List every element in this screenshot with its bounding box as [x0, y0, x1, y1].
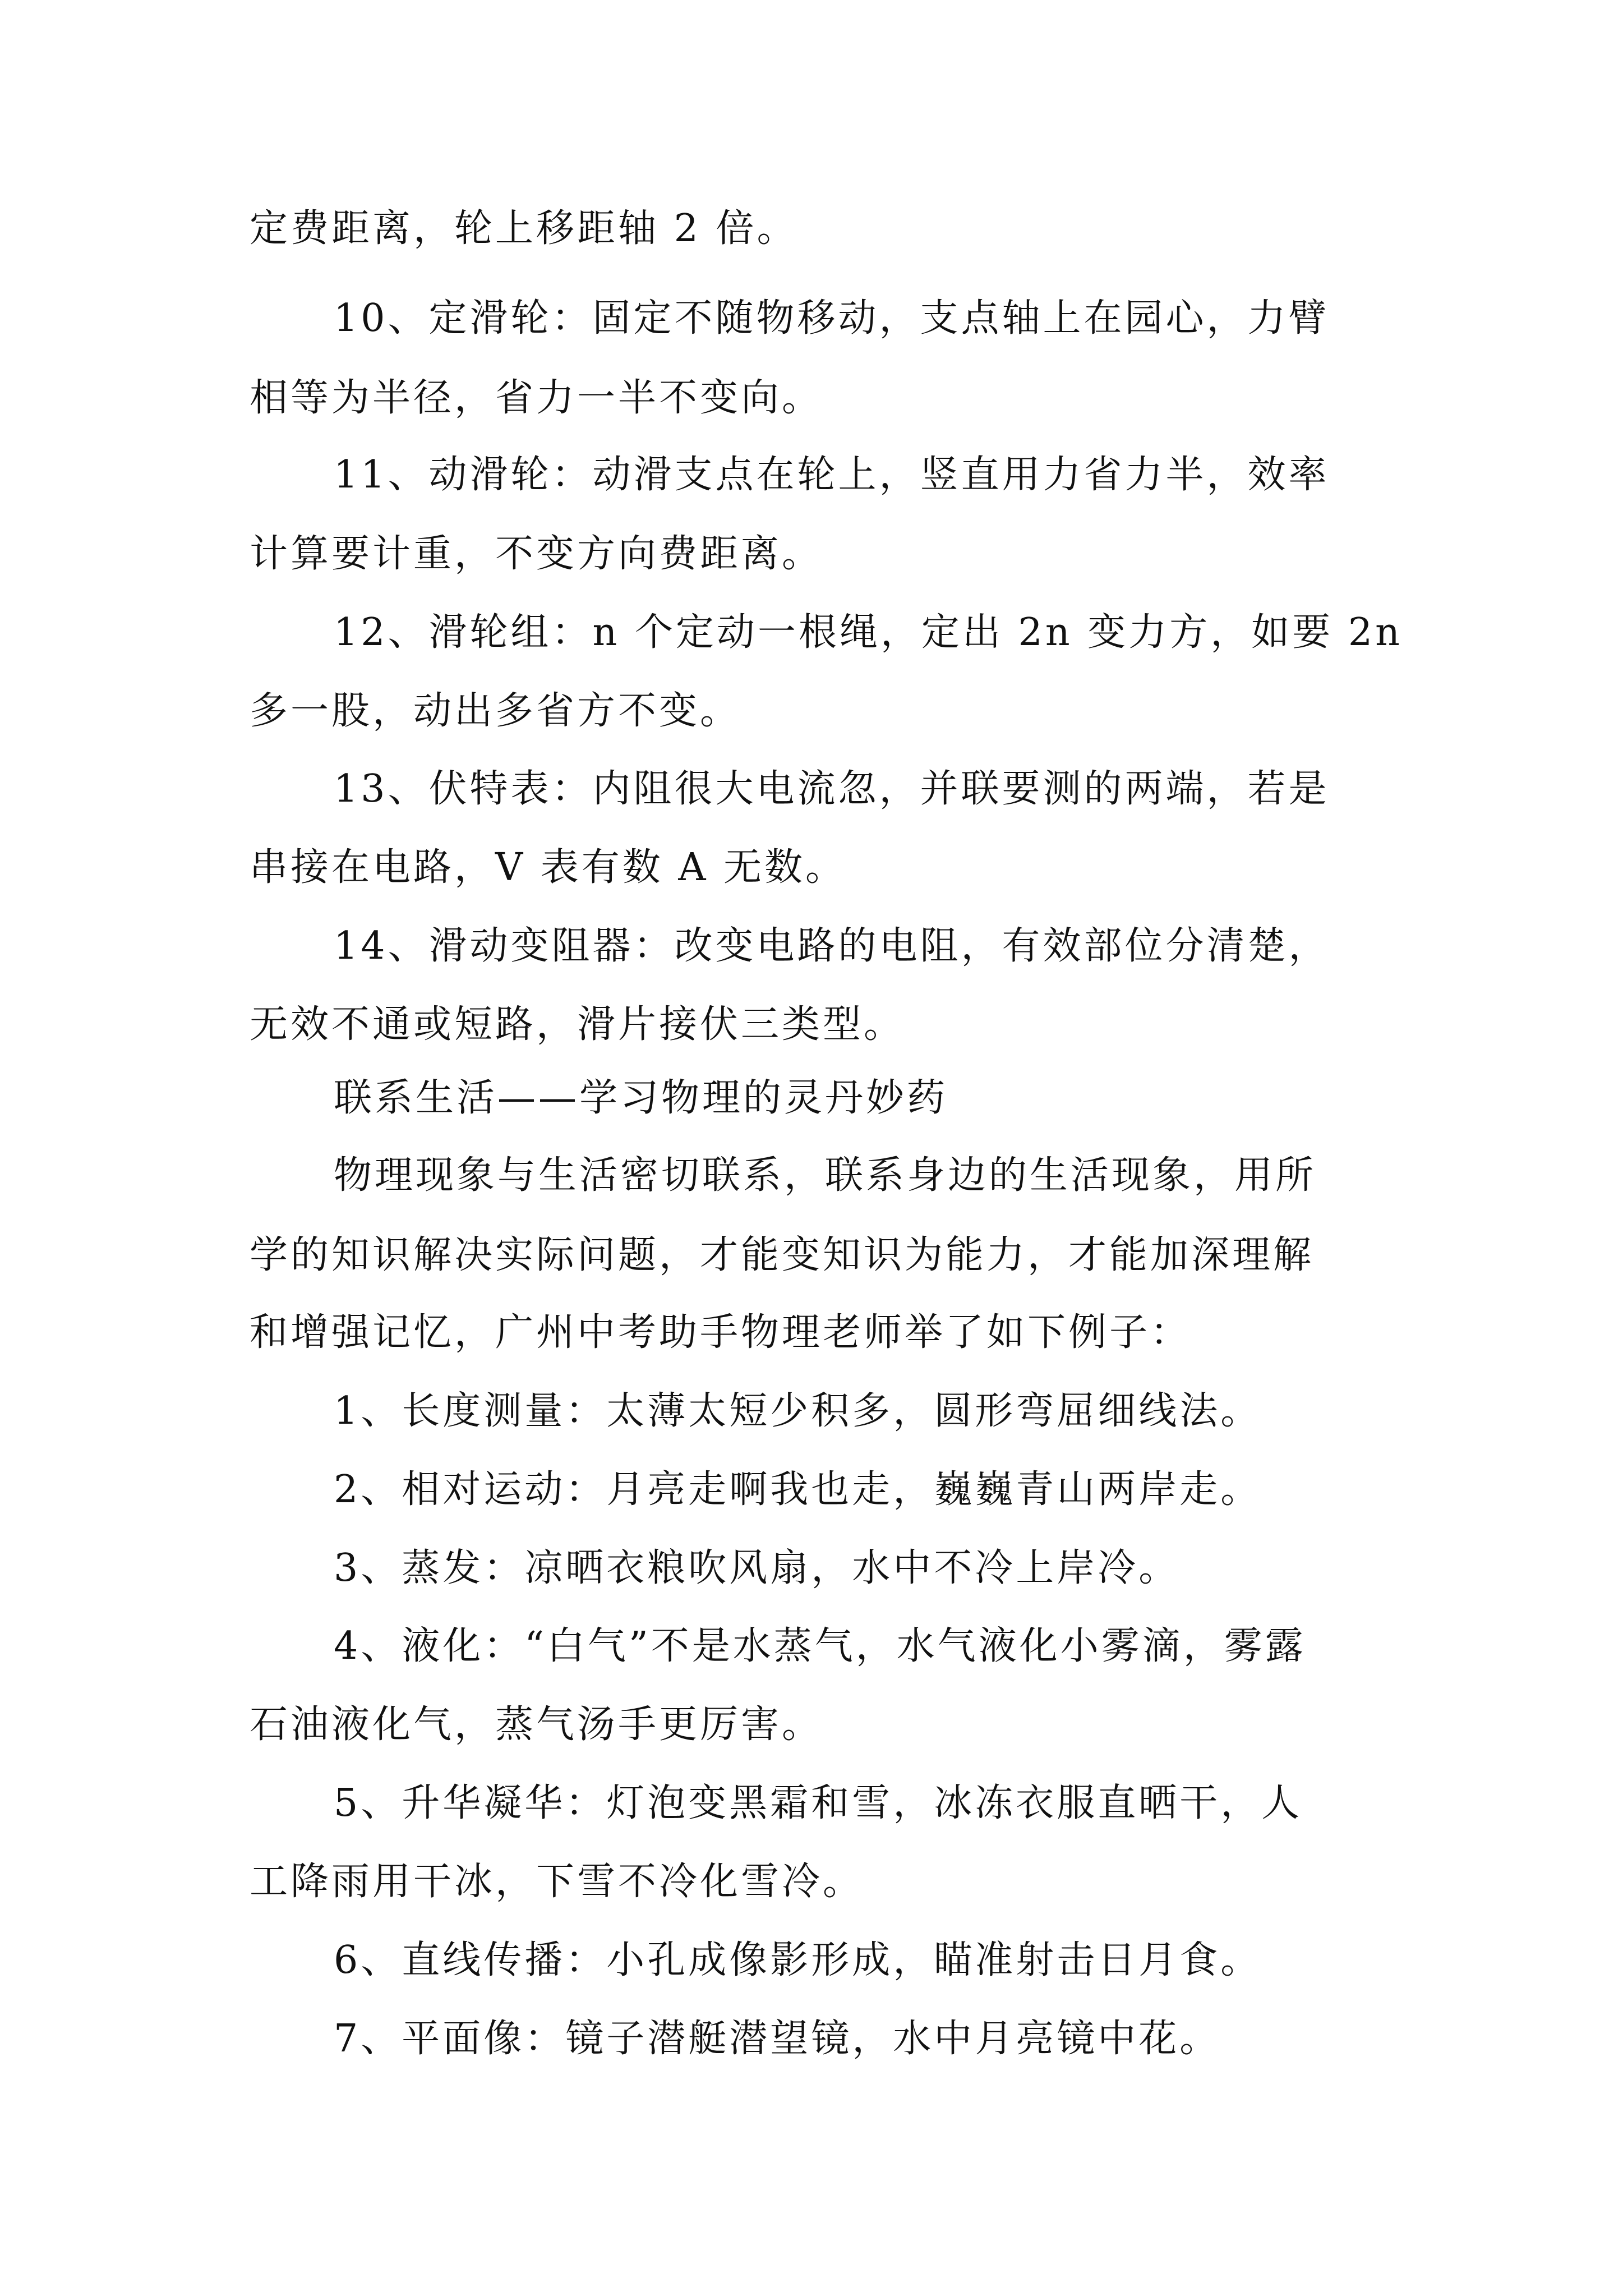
text-line: 串接在电路，V 表有数 A 无数。 [250, 845, 847, 890]
text-line: 4、液化：“白气”不是水蒸气，水气液化小雾滴，雾露 [334, 1624, 1306, 1668]
text-line: 7、平面像：镜子潜艇潜望镜，水中月亮镜中花。 [334, 2017, 1221, 2061]
text-line: 10、定滑轮：固定不随物移动，支点轴上在园心，力臂 [334, 296, 1330, 341]
text-line: 学的知识解决实际问题，才能变知识为能力，才能加深理解 [250, 1233, 1315, 1277]
text-line: 2、相对运动：月亮走啊我也走，巍巍青山两岸走。 [334, 1467, 1262, 1512]
text-line: 无效不通或短路，滑片接伏三类型。 [250, 1002, 905, 1047]
text-line: 6、直线传播：小孔成像影形成，瞄准射击日月食。 [334, 1938, 1262, 1982]
text-line: 定费距离，轮上移距轴 2 倍。 [250, 206, 798, 251]
text-line: 13、伏特表：内阻很大电流忽，并联要测的两端，若是 [334, 767, 1330, 811]
text-line: 和增强记忆，广州中考助手物理老师举了如下例子： [250, 1310, 1192, 1355]
text-line: 计算要计重，不变方向费距离。 [250, 532, 823, 576]
text-line: 物理现象与生活密切联系，联系身边的生活现象，用所 [334, 1153, 1317, 1198]
text-line: 14、滑动变阻器：改变电路的电阻，有效部位分清楚， [334, 924, 1330, 968]
text-line: 石油液化气，蒸气汤手更厉害。 [250, 1703, 823, 1747]
text-line: 1、长度测量：太薄太短少积多，圆形弯屈细线法。 [334, 1389, 1262, 1433]
text-line: 5、升华凝华：灯泡变黑霜和雪，冰冻衣服直晒干，人 [334, 1781, 1303, 1825]
text-line: 相等为半径，省力一半不变向。 [250, 376, 823, 420]
text-line: 12、滑轮组：n 个定动一根绳，定出 2n 变力方，如要 2n [334, 610, 1403, 655]
text-line: 3、蒸发：凉晒衣粮吹风扇，水中不冷上岸冷。 [334, 1546, 1180, 1590]
text-line: 多一股，动出多省方不变。 [250, 689, 741, 733]
text-line: 工降雨用干冰，下雪不冷化雪冷。 [250, 1860, 864, 1904]
section-heading: 联系生活——学习物理的灵丹妙药 [334, 1076, 948, 1120]
text-line: 11、动滑轮：动滑支点在轮上，竖直用力省力半，效率 [334, 453, 1330, 497]
